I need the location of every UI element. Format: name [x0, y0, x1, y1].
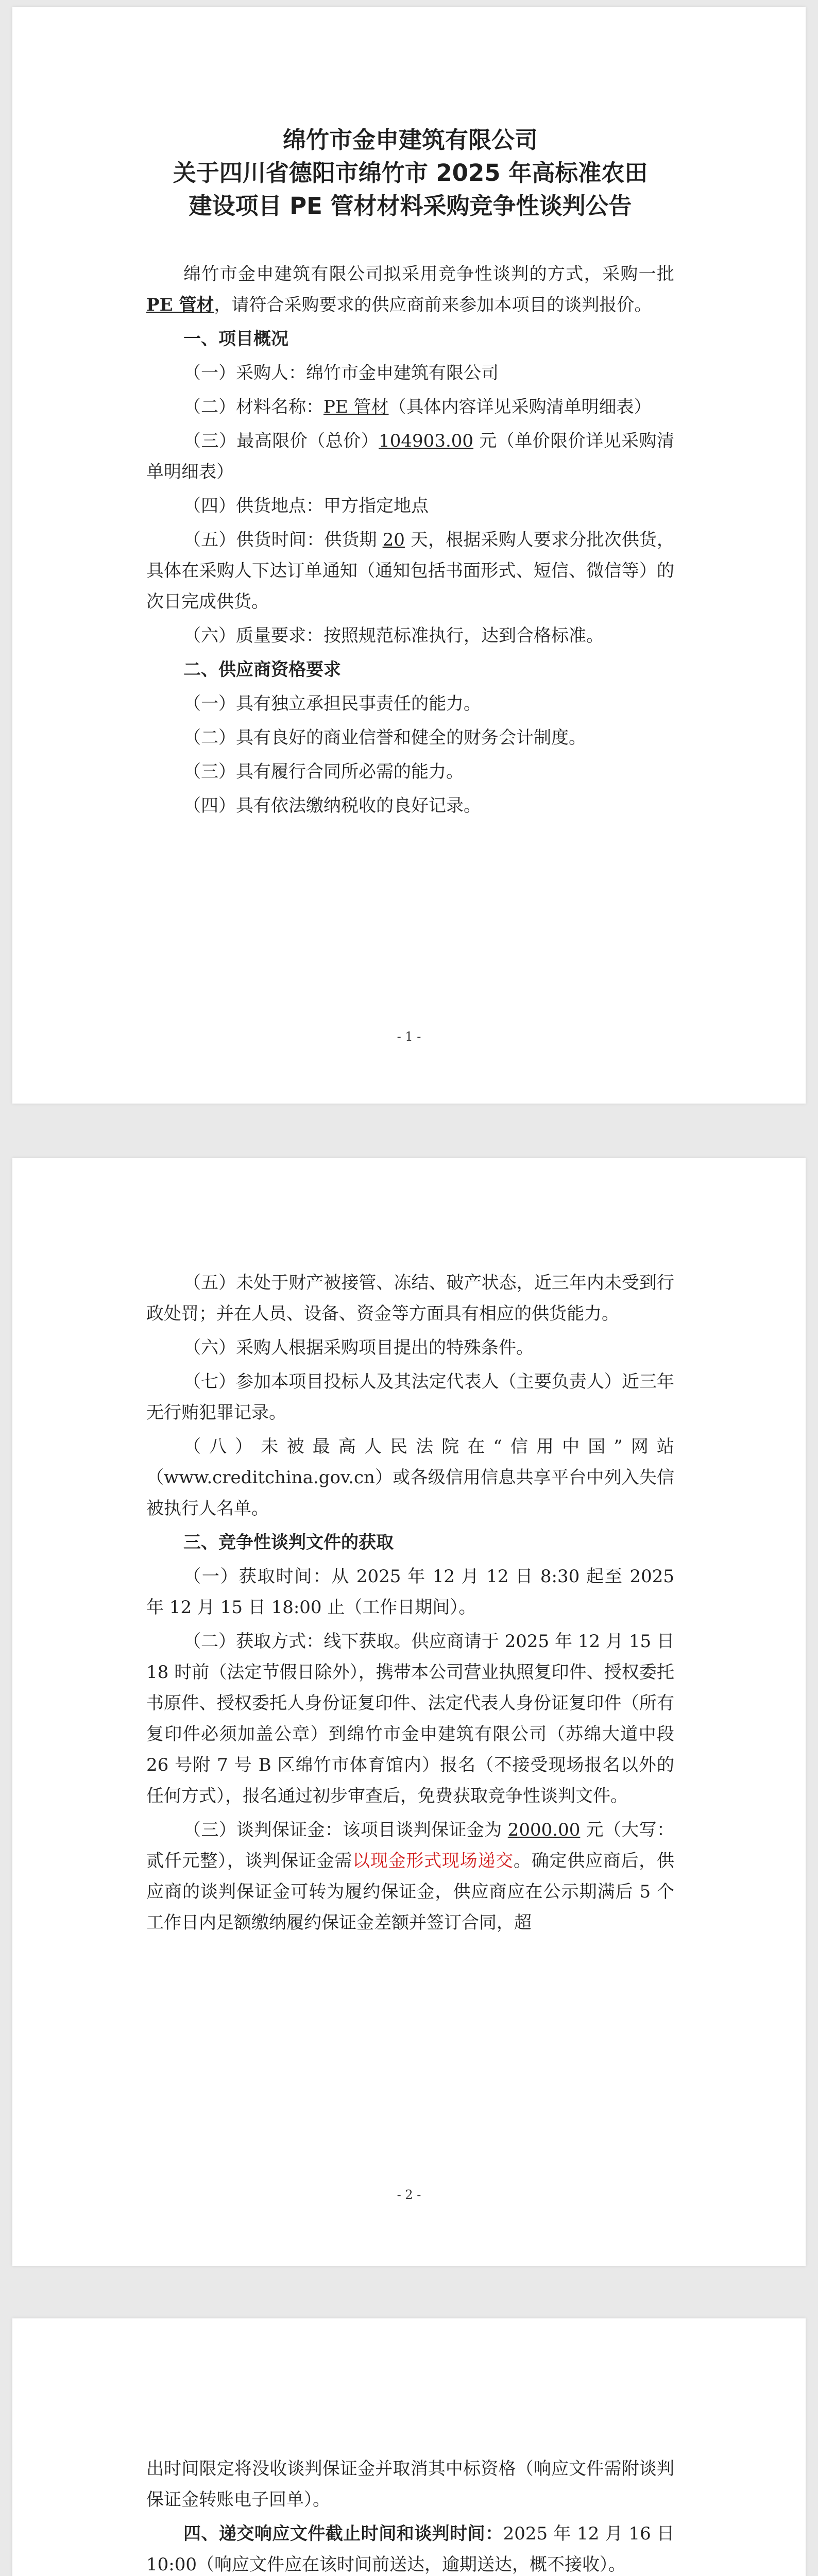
page-3-content [146, 2453, 674, 2576]
intro-paragraph: 绵竹市金申建筑有限公司拟采用竞争性谈判的方式，采购一批PE 管材，请符合采购要求的供应商前来参加本项目的谈判报价。 [146, 264, 674, 315]
intro-item-name: PE 管材 [146, 295, 214, 315]
qualification-item-6: （六）采购人根据采购项目提出的特殊条件。 [183, 1337, 534, 1358]
document-page-1 [12, 7, 806, 1104]
section-heading-4: 四、递交响应文件截止时间和谈判时间： [183, 2523, 503, 2544]
qualification-item-3: （三）具有履行合同所必需的能力。 [183, 761, 464, 782]
overview-item-1: （一）采购人：绵竹市金申建筑有限公司 [183, 363, 499, 383]
max-price-amount: 104903.00 [379, 431, 474, 451]
qualification-item-2: （二）具有良好的商业信誉和健全的财务会计制度。 [183, 727, 586, 748]
acquisition-item-1: （一）获取时间：从 2025 年 12 月 12 日 8:30 起至 2025 年 12 月 15 日 18:00 止（工作日期间）。 [146, 1566, 674, 1618]
page-1-content [146, 124, 674, 824]
supply-days: 20 [382, 530, 405, 550]
overview-item-4: （四）供货地点：甲方指定地点 [183, 496, 429, 516]
qualification-item-4: （四）具有依法缴纳税收的良好记录。 [183, 795, 481, 816]
continued-paragraph: 出时间限定将没收谈判保证金并取消其中标资格（响应文件需附谈判保证金转账电子回单）。 [146, 2459, 674, 2510]
qualification-item-1: （一）具有独立承担民事责任的能力。 [183, 693, 481, 714]
page-number: - 1 - [397, 1029, 421, 1044]
document-title-line-3: 建设项目 PE 管材材料采购竞争性谈判公告 [189, 192, 632, 219]
document-title-line-1: 绵竹市金申建筑有限公司 [282, 126, 538, 154]
overview-item-2: （二）材料名称：PE 管材（具体内容详见采购清单明细表） [183, 397, 652, 417]
qualification-item-5: （五）未处于财产被接管、冻结、破产状态，近三年内未受到行政处罚；并在人员、设备、资金等方面具有相应的供货能力。 [146, 1273, 674, 1324]
qualification-item-8: （八）未被最高人民法院在“信用中国”网站（www.creditchina.gov.cn）或各级信用信息共享平台中列入失信被执行人名单。 [146, 1436, 674, 1519]
overview-item-5: （五）供货时间：供货期 20 天，根据采购人要求分批次供货，具体在采购人下达订单通知（通知包括书面形式、短信、微信等）的次日完成供货。 [146, 530, 674, 612]
document-title-line-2: 关于四川省德阳市绵竹市 2025 年高标准农田 [173, 159, 648, 187]
overview-item-6: （六）质量要求：按照规范标准执行，达到合格标准。 [183, 625, 604, 646]
page-2-content [146, 1267, 674, 1941]
section-heading-2: 二、供应商资格要求 [183, 659, 341, 680]
document-page-2 [12, 1158, 806, 2266]
section-heading-1: 一、项目概况 [183, 329, 288, 349]
acquisition-item-2: （二）获取方式：线下获取。供应商请于 2025 年 12 月 15 日 18 时前（法定节假日除外），携带本公司营业执照复印件、授权委托书原件、授权委托人身份证复印件、法定代表人身份证复印件（所有复印件必须加盖公章）到绵竹市金申建筑有限公司（苏绵大道中段 26 号附 7 号 B 区绵竹市体育馆内）报名（不接受现场报名以外的任何方式），报名通过初步审查后，免费获取竞争性谈判文件。 [146, 1631, 674, 1806]
page-number: - 2 - [397, 2188, 421, 2202]
deposit-amount: 2000.00 [507, 1820, 581, 1840]
cash-notice: 以现金形式现场递交 [352, 1851, 514, 1871]
acquisition-item-3: （三）谈判保证金：该项目谈判保证金为 2000.00 元（大写：贰仟元整），谈判保证金需以现金形式现场递交。确定供应商后，供应商的谈判保证金可转为履约保证金，供应商应在公示期满后 5 个工作日内足额缴纳履约保证金差额并签订合同，超 [146, 1820, 675, 1933]
section-heading-3: 三、竞争性谈判文件的获取 [183, 1532, 394, 1553]
deadline-paragraph: 四、递交响应文件截止时间和谈判时间：2025 年 12 月 16 日 10:00（响应文件应在该时间前送达，逾期送达，概不接收）。 [146, 2523, 675, 2575]
document-page-3 [12, 2318, 806, 2576]
qualification-item-7: （七）参加本项目投标人及其法定代表人（主要负责人）近三年无行贿犯罪记录。 [146, 1371, 674, 1423]
overview-item-3: （三）最高限价（总价）104903.00 元（单价限价详见采购清单明细表） [146, 431, 674, 482]
